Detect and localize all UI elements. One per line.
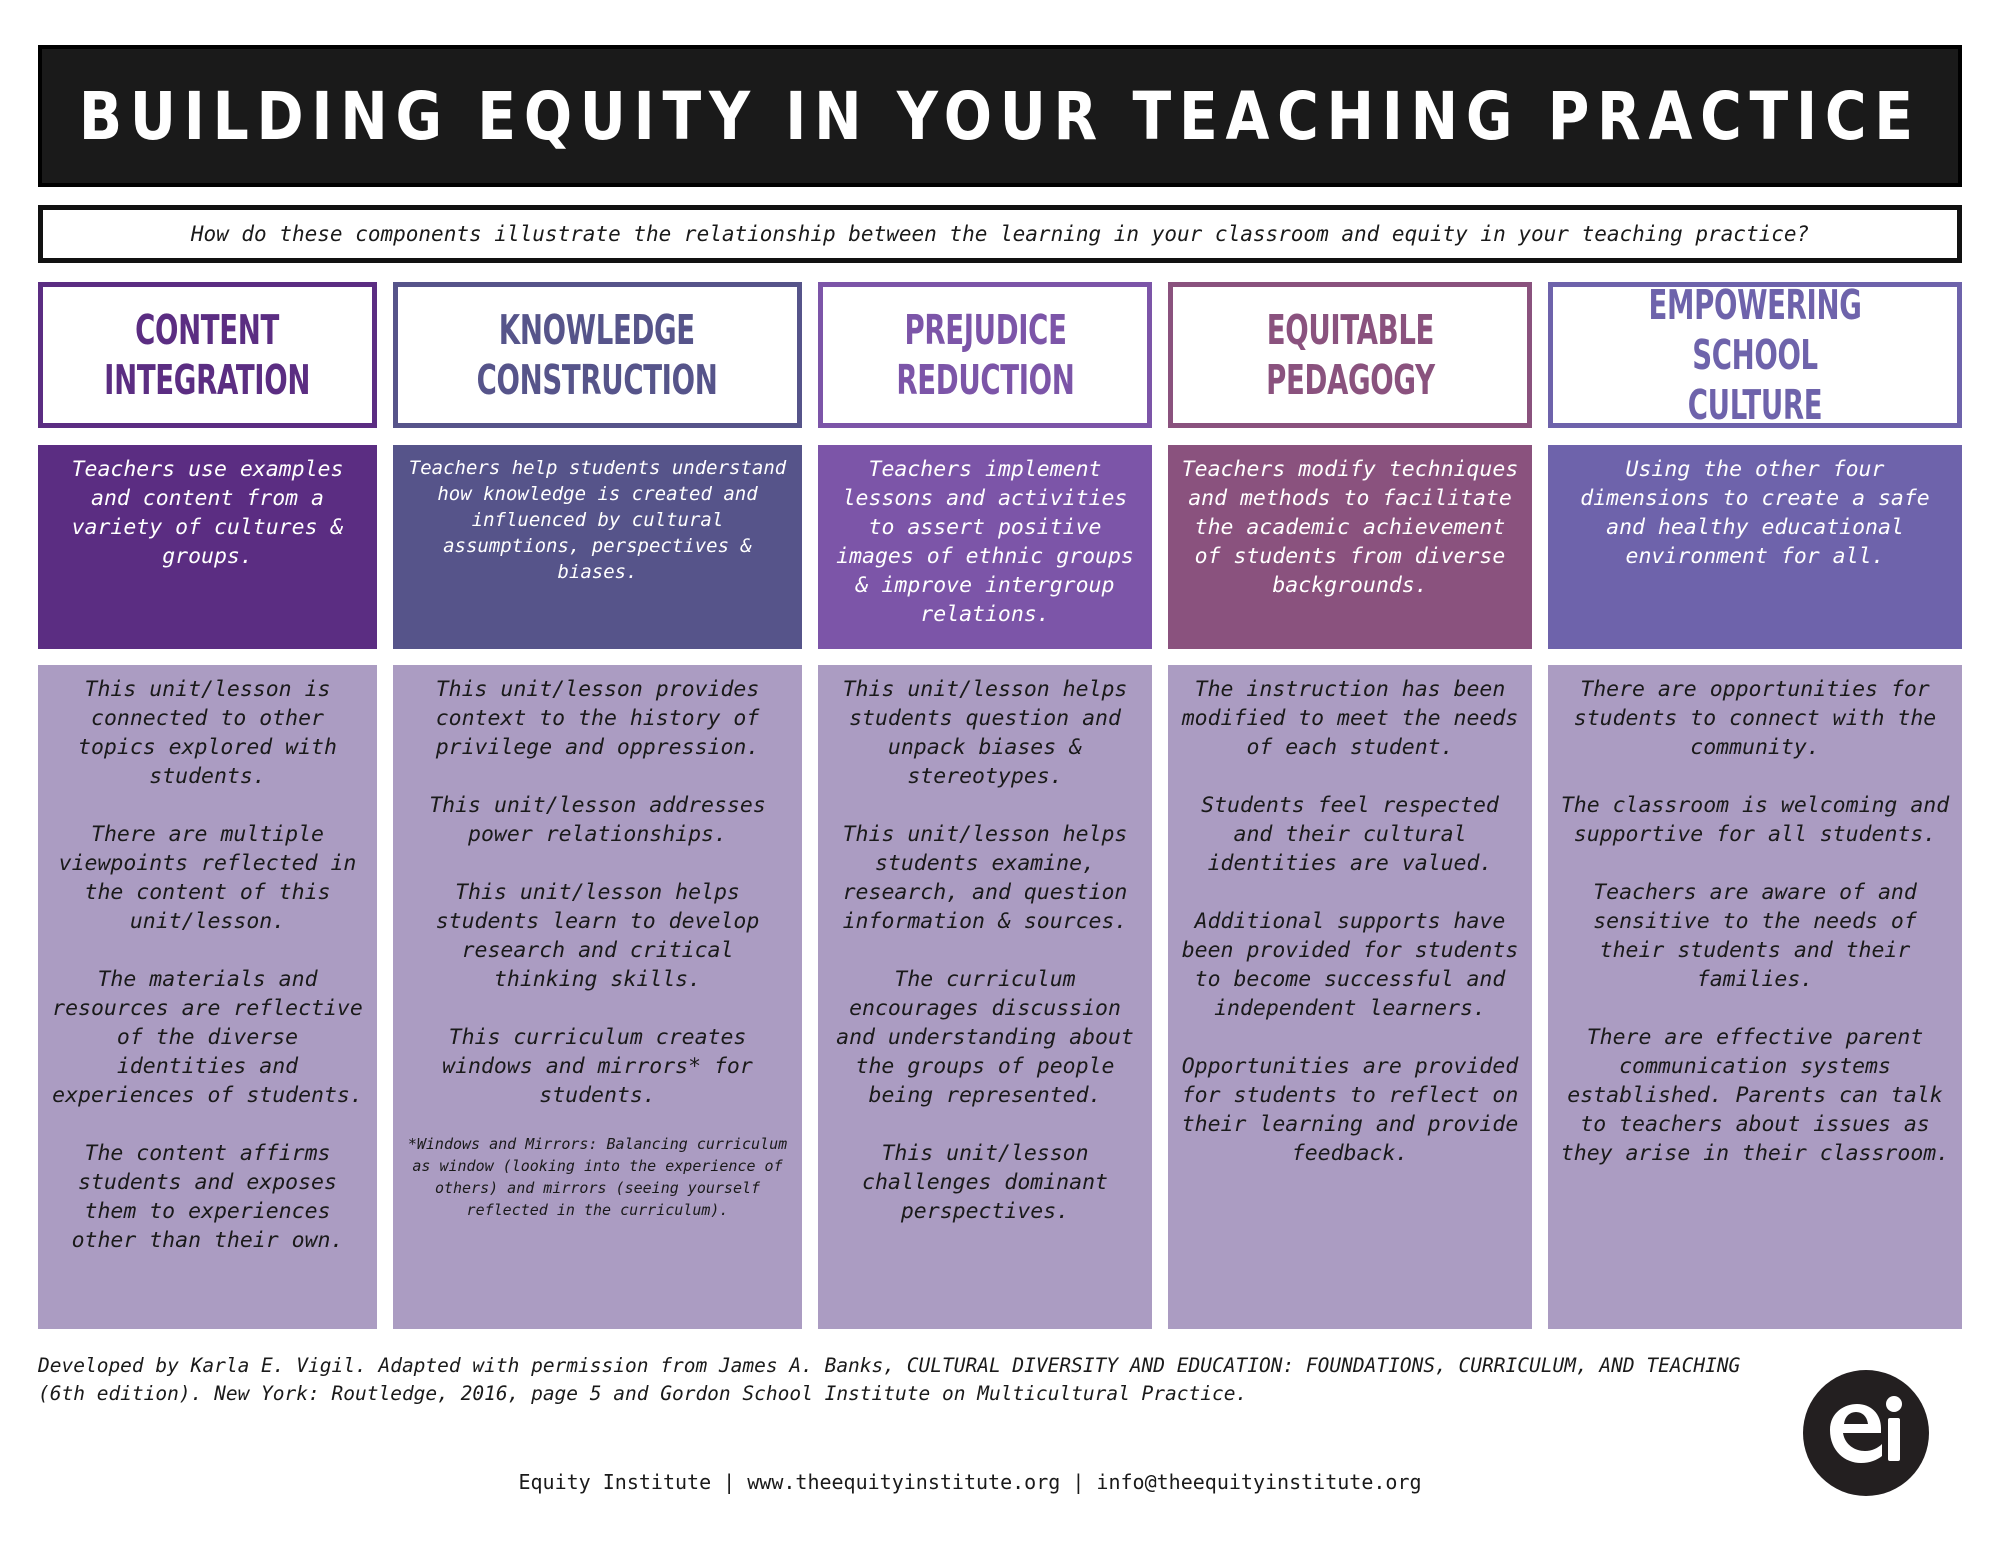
criteria-item: This unit/lesson provides context to the history of privilege and oppression. <box>435 677 760 760</box>
column-criteria <box>1548 665 1962 1329</box>
column-prejudice-reduction <box>818 282 1152 1224</box>
heading-line-1: EMPOWERING SCHOOL <box>1648 281 1862 379</box>
column-definition: Teachers use examples and content from a variety of cultures & groups. <box>38 445 377 649</box>
criteria-item: This unit/lesson challenges dominant perspectives. <box>862 1141 1108 1224</box>
criteria-item: The materials and resources are reflective of the diverse identities and experiences of students. <box>52 967 363 1108</box>
column-definition: Teachers help students understand how knowledge is created and influenced by cultural assumptions, perspectives & biases. <box>393 445 802 649</box>
criteria-item: The curriculum encourages discussion and understanding about the groups of people being represented. <box>836 967 1134 1108</box>
criteria-item: This unit/lesson helps students examine, research, and question information & sources. <box>842 822 1128 934</box>
equity-institute-logo <box>1803 1370 1929 1496</box>
column-definition: Using the other four dimensions to create a safe and healthy educational environment for all. <box>1548 445 1962 649</box>
ei-logo-mark <box>1803 1370 1929 1496</box>
criteria-item: This unit/lesson is connected to other topics explored with students. <box>78 677 337 789</box>
column-heading <box>1168 282 1532 428</box>
column-equitable-pedagogy <box>1168 282 1532 1166</box>
column-definition: Teachers modify techniques and methods to facilitate the academic achievement of students from diverse backgrounds. <box>1168 445 1532 649</box>
criteria-item: This unit/lesson helps students question and unpack biases & stereotypes. <box>842 677 1128 789</box>
criteria-item: This unit/lesson helps students learn to develop research and critical thinking skills. <box>435 880 760 992</box>
heading-line-2: INTEGRATION <box>104 356 311 404</box>
heading-line-2: CONSTRUCTION <box>477 356 718 404</box>
heading-line-2: PEDAGOGY <box>1265 356 1435 404</box>
title-banner <box>38 45 1962 187</box>
criteria-item: The instruction has been modified to meet the needs of each student. <box>1181 677 1519 760</box>
criteria-item: This curriculum creates windows and mirrors* for students. <box>442 1025 753 1108</box>
column-criteria <box>1168 665 1532 1329</box>
criteria-item: There are effective parent communication systems established. Parents can talk to teachers about issues as they arise in their classroom. <box>1560 1025 1950 1166</box>
heading-line-1: KNOWLEDGE <box>499 306 696 354</box>
heading-line-1: CONTENT <box>135 306 280 354</box>
column-heading <box>38 282 377 428</box>
column-content-integration <box>38 282 377 1253</box>
criteria-item: The classroom is welcoming and supportive for all students. <box>1560 793 1950 847</box>
heading-line-2: CULTURE <box>1687 381 1823 429</box>
footer-contact: Equity Institute | www.theequityinstitute.org | info@theequityinstitute.org <box>518 1470 1422 1494</box>
criteria-item: There are multiple viewpoints reflected in the content of this unit/lesson. <box>58 822 357 934</box>
column-criteria <box>38 665 377 1329</box>
criteria-item: Teachers are aware of and sensitive to the needs of their students and their families. <box>1593 880 1917 992</box>
column-knowledge-construction <box>393 282 802 1219</box>
criteria-item: Students feel respected and their cultural identities are valued. <box>1201 793 1499 876</box>
column-heading <box>393 282 802 428</box>
guiding-question: How do these components illustrate the relationship between the learning in your classroom and equity in your teaching practice? <box>38 205 1962 263</box>
page-title: BUILDING EQUITY IN YOUR TEACHING PRACTICE <box>79 77 1921 155</box>
column-criteria <box>393 665 802 1329</box>
heading-line-1: PREJUDICE <box>903 306 1067 354</box>
attribution-text: Developed by Karla E. Vigil. Adapted with permission from James A. Banks, CULTURAL DIVERSITY AND EDUCATION: FOUNDATIONS, CURRICULUM, AND TEACHING (6th edition). New York: Routledge, 2016, page 5 and Gordon School Institute on Multicultural Practice. <box>38 1354 1741 1405</box>
column-empowering-school-culture <box>1548 281 1962 1166</box>
heading-line-2: REDUCTION <box>895 356 1075 404</box>
column-heading <box>818 282 1152 428</box>
criteria-item: Opportunities are provided for students to reflect on their learning and provide feedback. <box>1181 1054 1519 1166</box>
heading-line-1: EQUITABLE <box>1266 306 1434 354</box>
column-heading <box>1548 282 1962 428</box>
criteria-item: The content affirms students and exposes them to experiences other than their own. <box>71 1141 344 1253</box>
criteria-item: There are opportunities for students to connect with the community. <box>1573 677 1937 760</box>
footnote: *Windows and Mirrors: Balancing curriculum as window (looking into the experience of others) and mirrors (seeing yourself reflected in the curriculum). <box>407 1135 788 1219</box>
criteria-item: Additional supports have been provided for students to become successful and independent learners. <box>1181 909 1519 1021</box>
column-definition: Teachers implement lessons and activities to assert positive images of ethnic groups & improve intergroup relations. <box>818 445 1152 649</box>
column-criteria <box>818 665 1152 1329</box>
criteria-item: This unit/lesson addresses power relationships. <box>429 793 766 847</box>
